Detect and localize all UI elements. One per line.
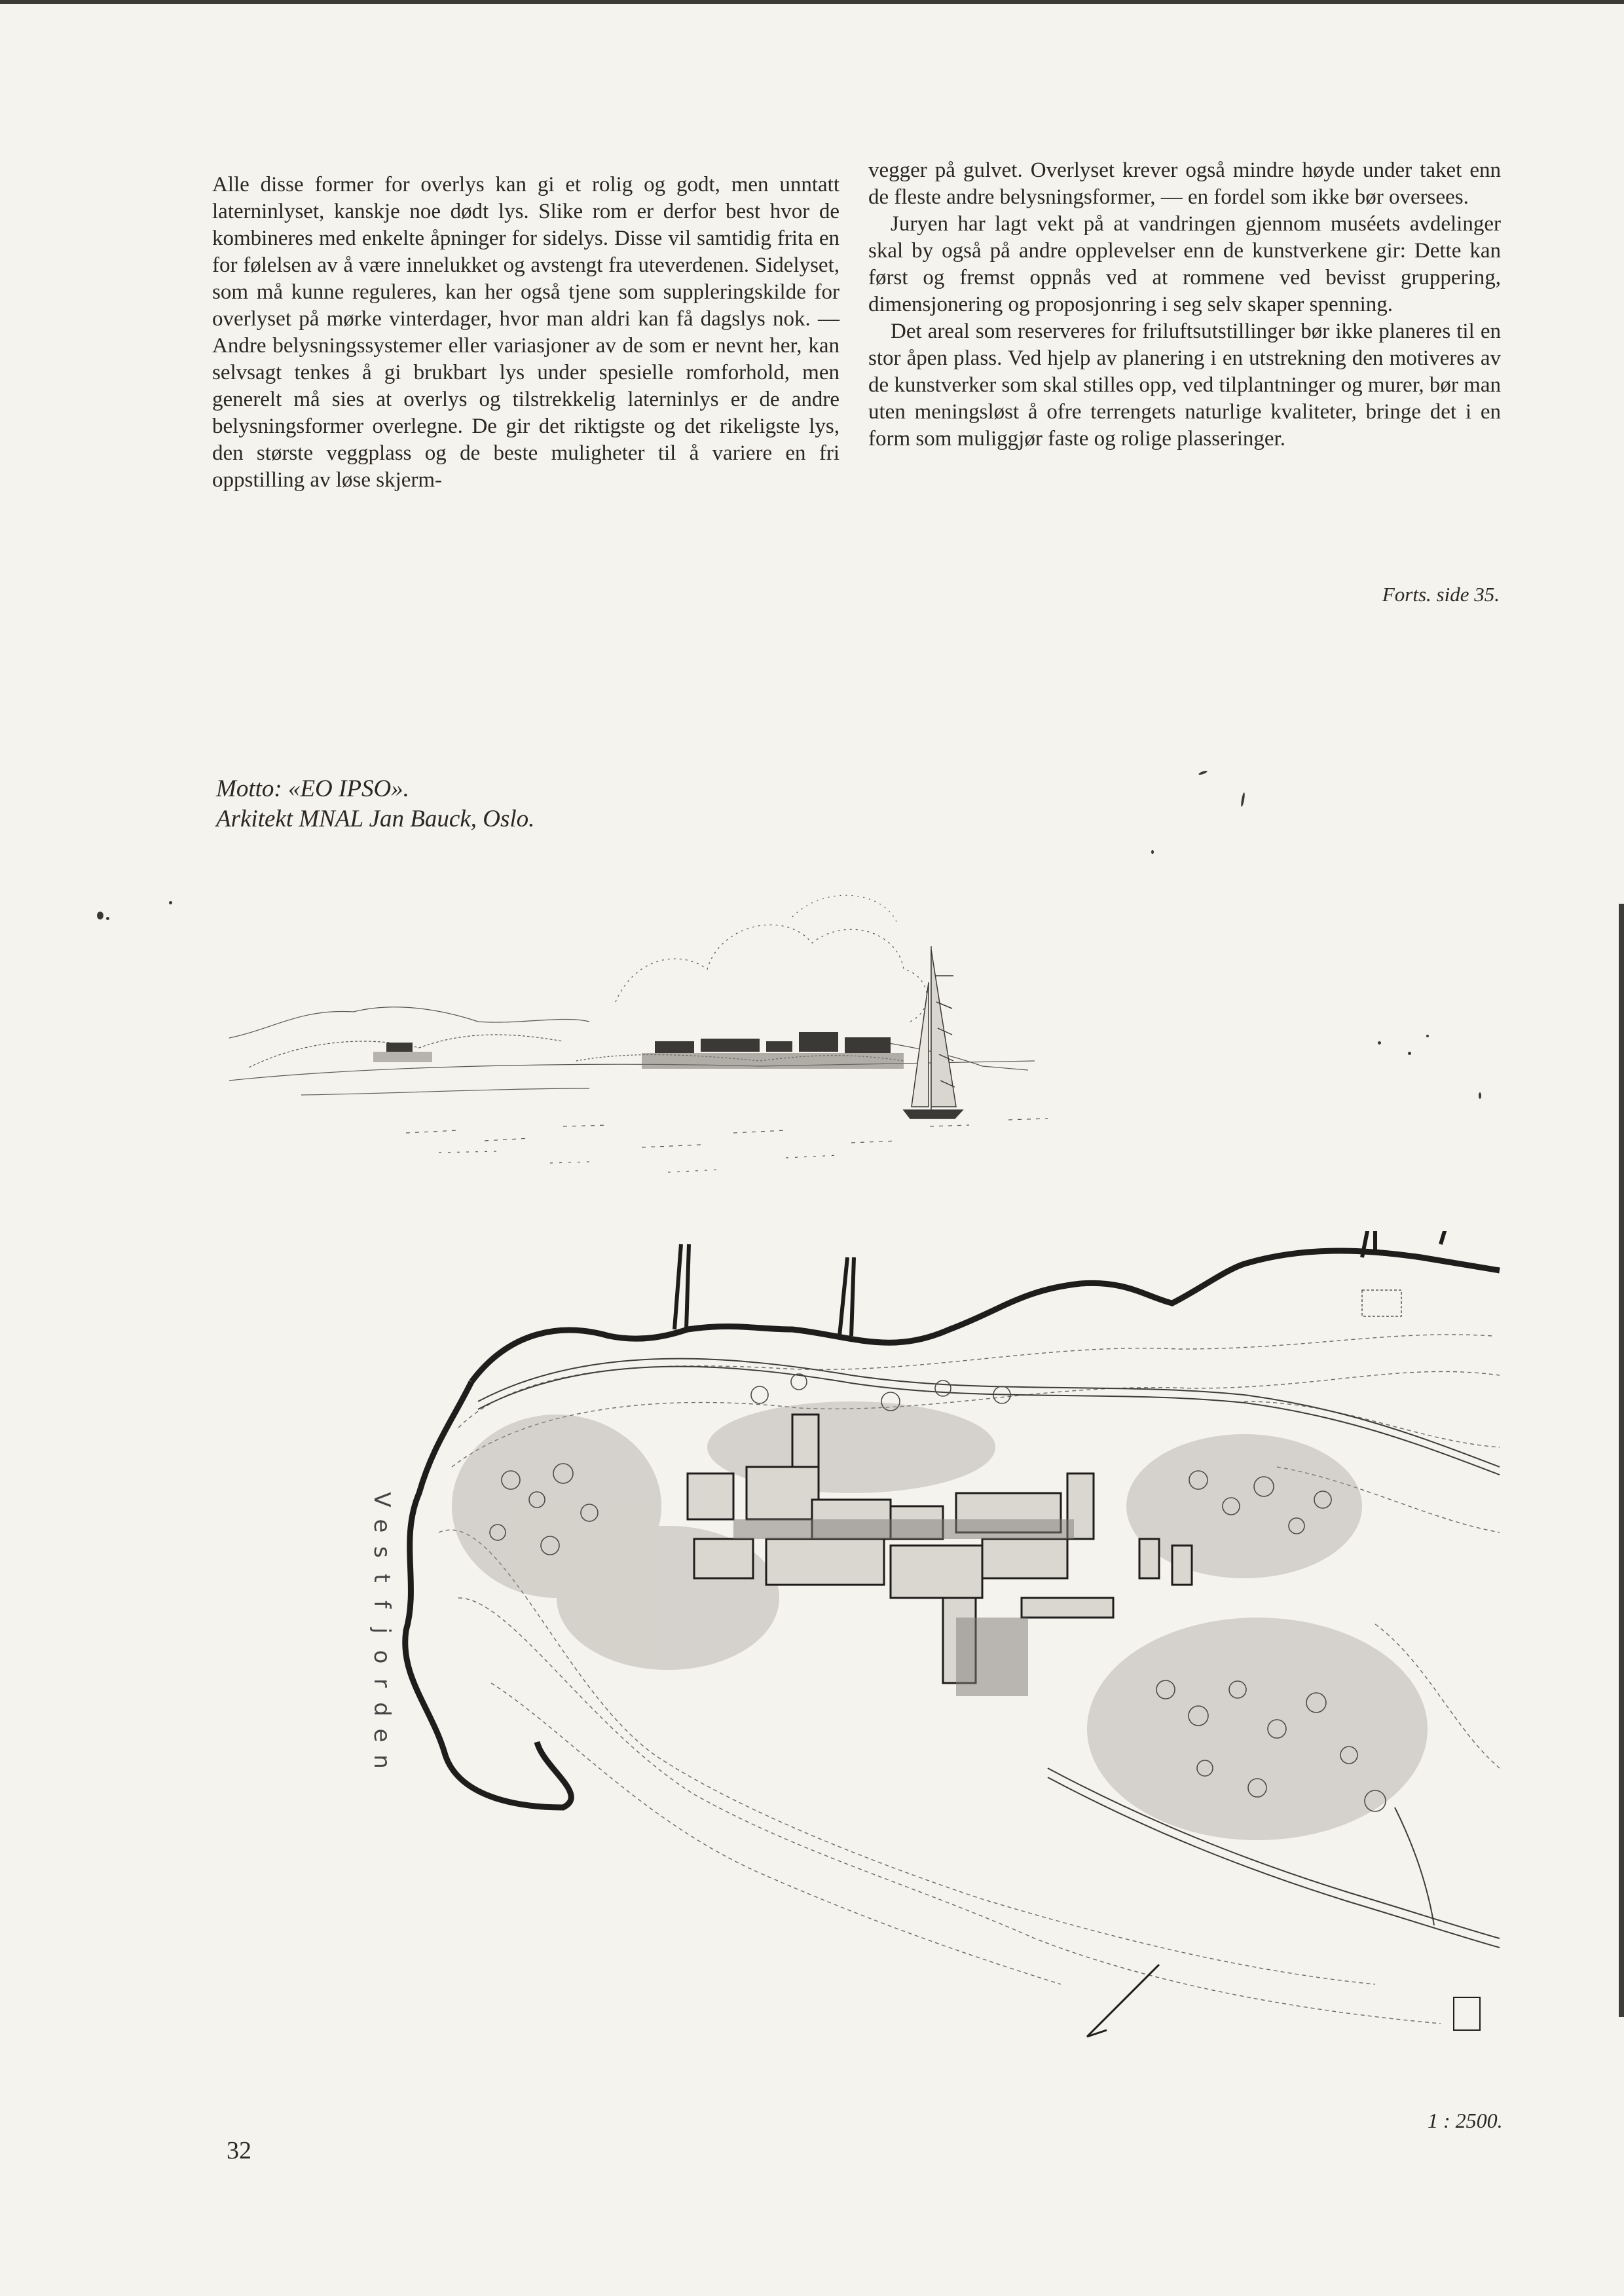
page-right-edge (1619, 904, 1624, 2017)
figure-caption (216, 774, 534, 834)
perspective-sketch (223, 845, 1218, 1192)
label-letter: j (369, 1627, 395, 1634)
label-letter: f (369, 1601, 395, 1608)
architect-credit: Arkitekt MNAL Jan Bauck, Oslo. (216, 805, 535, 832)
continued-note: Forts. side 35. (1382, 583, 1500, 606)
water-label-vestfjorden (369, 1487, 395, 1775)
paragraph: Alle disse former for overlys kan gi et rolig og godt, men unntatt laterninlyset, kanskje noe dødt lys. Slike rom er derfor best hvor de kombineres med enkelte åpninger for sidelys. Disse vil samtidig frita en for følelsen av å være innelukket og avstengt fra uteverdenen. Sidelyset, som må kunne reguleres, kan her også tjene som suppleringskilde for overlyset på mørke vinterdager, hvor man aldri kan få dagslys nok. — Andre belysningssystemer eller variasjoner av de som er nevnt her, kan selvsagt tenkes å gi brukbart lys under spesielle romforhold, men generelt må sies at overlys og tilstrekkelig laterninlys er de andre belysningsformer overlegne. De gir det riktigste og det rikeligste lys, den største veggplass og de beste muligheter til å variere en fri oppstilling av løse skjerm- (212, 173, 840, 492)
text-column-right (868, 157, 1501, 453)
label-letter: V (369, 1492, 395, 1508)
label-letter: e (369, 1728, 395, 1743)
label-letter: d (369, 1702, 395, 1716)
label-letter: n (369, 1754, 395, 1769)
label-letter: o (369, 1650, 395, 1664)
label-letter: s (369, 1546, 395, 1558)
scale-label: 1 : 2500. (1428, 2109, 1503, 2132)
page-number: 32 (227, 2137, 251, 2164)
page-top-edge (0, 0, 1624, 4)
label-letter: r (369, 1678, 395, 1688)
label-letter: e (369, 1519, 395, 1533)
label-letter: t (369, 1574, 395, 1583)
paragraph: Juryen har lagt vekt på at vandringen gjennom muséets avdelinger skal by også på andre opplevelser enn de kunstverkene gir: Dette kan først og fremst oppnås ved at rommene ved bevisst gruppering, dimensjonering og proposjonring i seg selv skaper spenning. (868, 212, 1501, 316)
text-column-left (212, 172, 840, 494)
site-plan (393, 1231, 1506, 2096)
motto: Motto: «EO IPSO». (216, 775, 409, 802)
paragraph: vegger på gulvet. Overlyset krever også mindre høyde under taket enn de fleste andre belysningsformer, — en fordel som ikke bør oversees. (868, 158, 1501, 209)
paragraph: Det areal som reserveres for friluftsutstillinger bør ikke planeres til en stor åpen plass. Ved hjelp av planering i en utstrekning den motiveres av de kunstverker som skal stilles opp, ved tilplantninger og murer, bør man uten meningsløst å ofre terrengets naturlige kvaliteter, bringe det i en form som muliggjør faste og rolige plasseringer. (868, 320, 1501, 451)
